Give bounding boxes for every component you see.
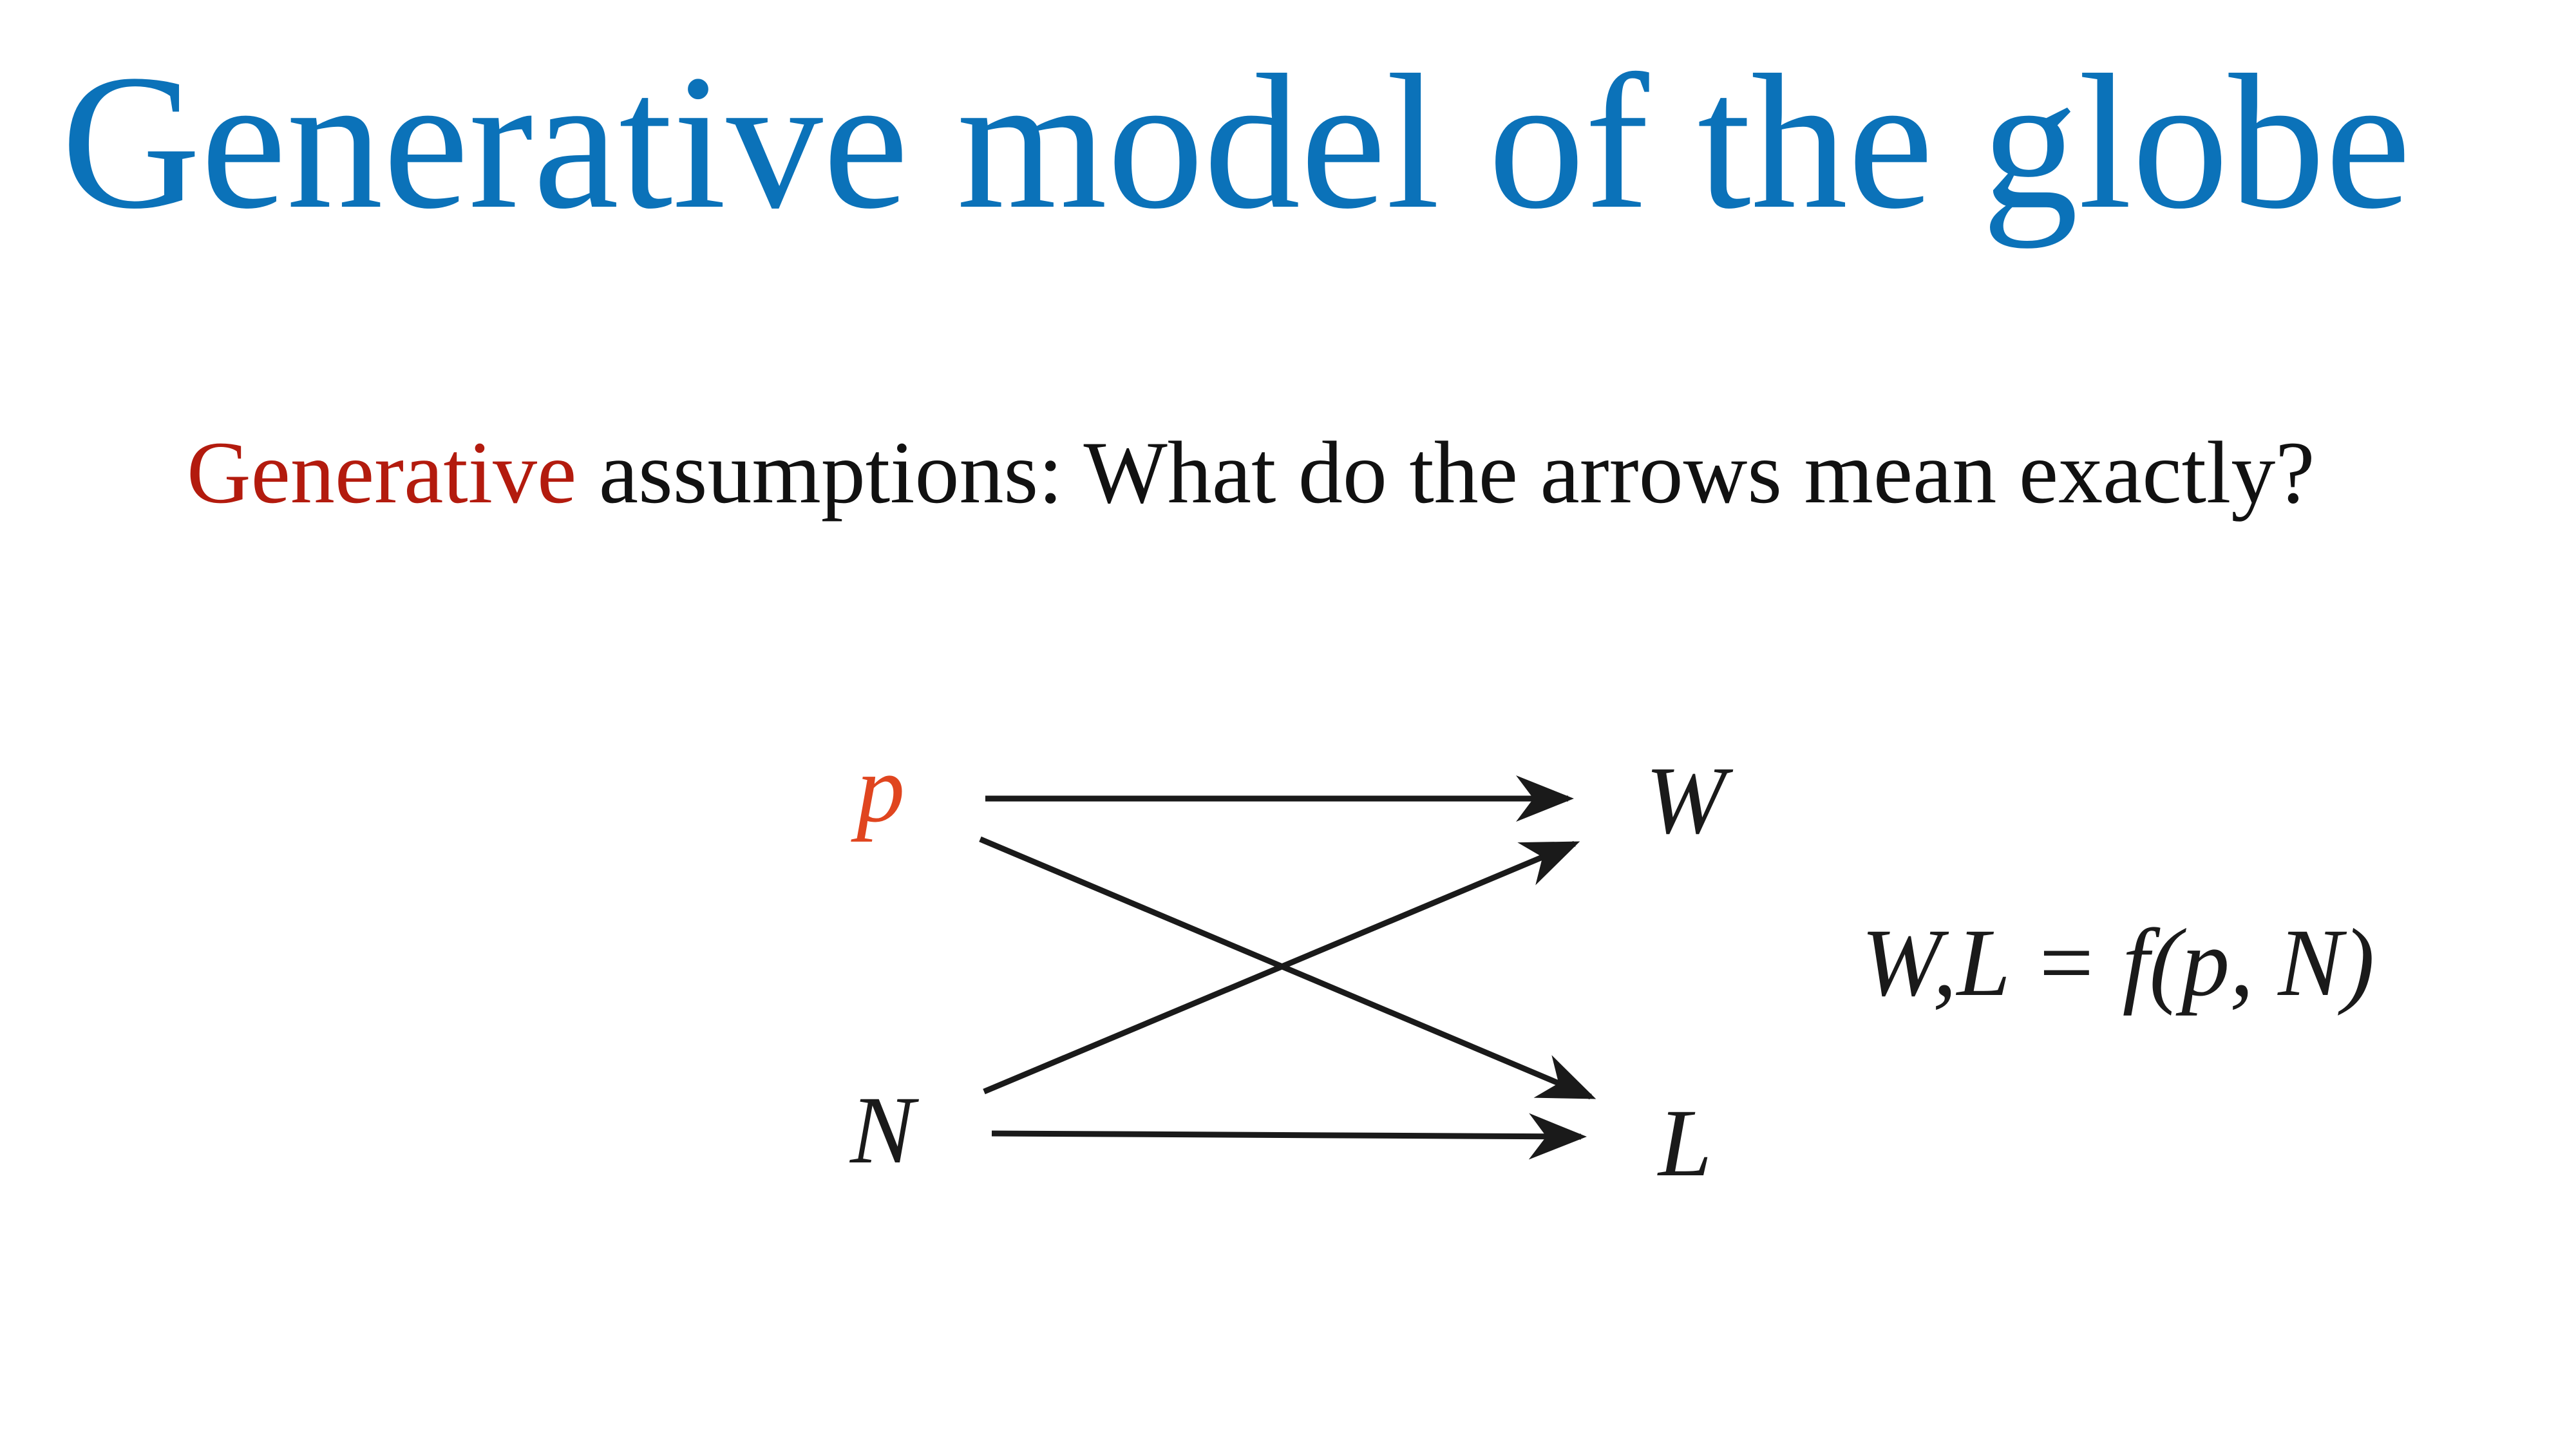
node-l: L xyxy=(1658,1090,1712,1197)
slide-title: Generative model of the globe xyxy=(61,35,2411,249)
node-w: W xyxy=(1645,747,1726,854)
subtitle-accent-word: Generative xyxy=(187,423,577,522)
generative-equation: W,L = f(p, N) xyxy=(1861,909,2375,1016)
node-n: N xyxy=(850,1077,915,1184)
node-p: p xyxy=(857,735,905,842)
subtitle-text: assumptions: What do the arrows mean exactly? xyxy=(576,423,2315,522)
edge-n-to-l xyxy=(992,1133,1581,1137)
